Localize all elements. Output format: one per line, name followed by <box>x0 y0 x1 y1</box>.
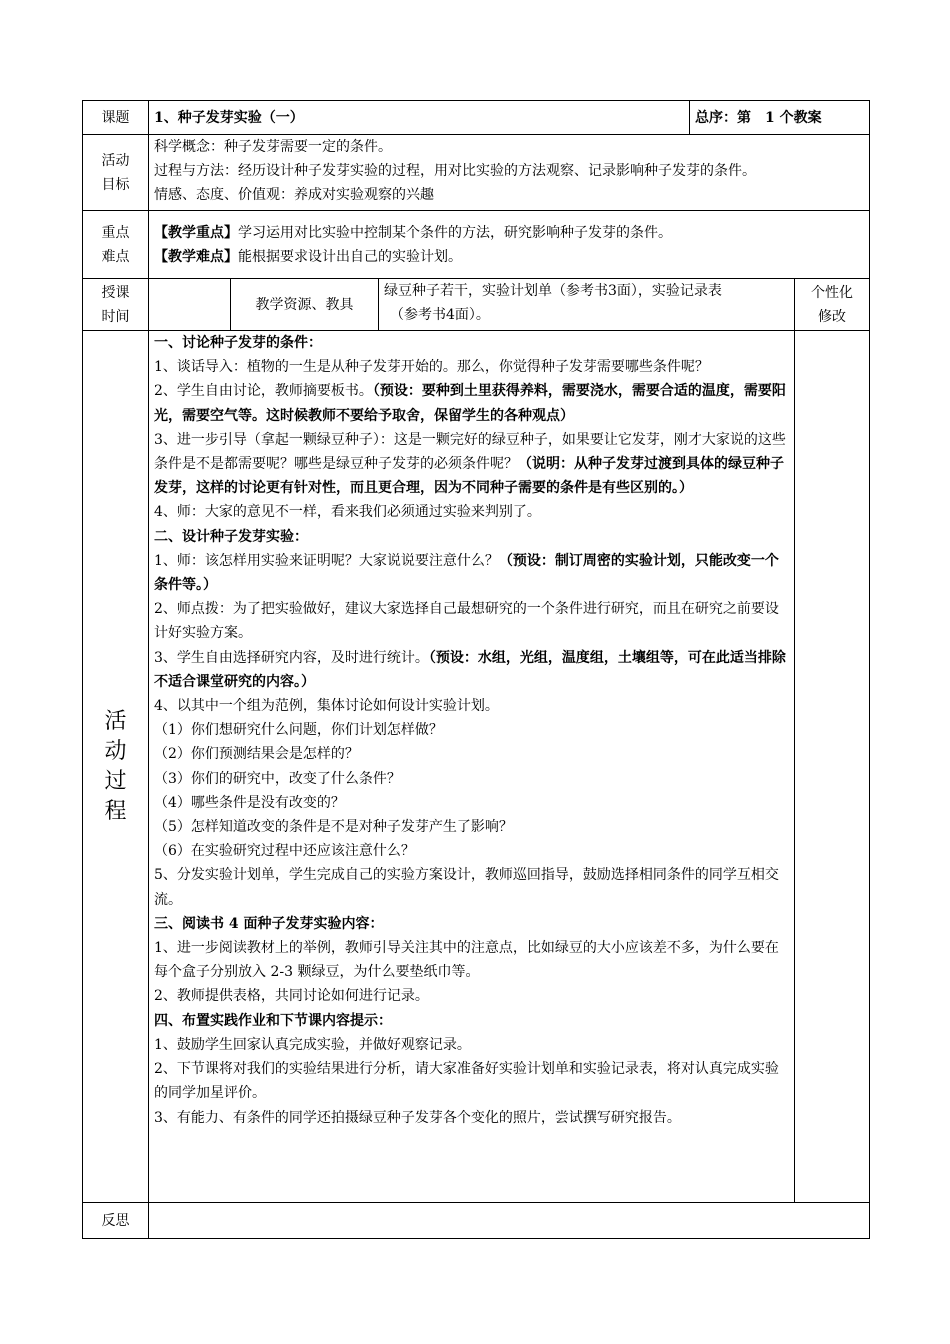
process-content <box>149 331 795 1203</box>
section-1-title: 一、讨论种子发芽的条件： <box>154 335 322 351</box>
process-row <box>83 331 870 1203</box>
time-label-line2: 时间 <box>101 308 130 325</box>
section-1-item-1: 1、谈话导入：植物的一生是从种子发芽开始的。那么，你觉得种子发芽需要哪些条件呢？ <box>154 359 709 376</box>
teaching-key-point <box>154 221 864 245</box>
resources-line2: （参考书4面）。 <box>390 307 490 323</box>
section-2-question-3: （3）你们的研究中，改变了什么条件？ <box>154 770 401 787</box>
goals-row <box>83 135 870 211</box>
time-value <box>149 279 231 331</box>
focus-row <box>83 211 870 279</box>
personal-label <box>795 279 870 331</box>
section-2-question-2: （2）你们预测结果会是怎样的？ <box>154 746 359 763</box>
section-2-title: 二、设计种子发芽实验： <box>154 528 308 545</box>
section-1-item-2-note: （预设：要种到土里获得养料，需要浇水，需要合适的温度，需要阳光，需要空气等。这时候教师不要给予取舍，保留学生的各种观点） <box>154 383 786 424</box>
key-point-text: 学习运用对比实验中控制某个条件的方法，研究影响种子发芽的条件。 <box>238 224 672 241</box>
section-1-item-4: 4、师：大家的意见不一样，看来我们必须通过实验来判别了。 <box>154 504 541 521</box>
process-label-char-2: 动 <box>104 738 127 764</box>
process-label-char-4: 程 <box>104 798 127 824</box>
resources-value <box>379 279 795 331</box>
personalized-notes-cell <box>795 331 870 1203</box>
section-1-item-3 <box>154 428 789 501</box>
section-1-item-3-text: 3、进一步引导（拿起一颗绿豆种子）：这是一颗完好的绿豆种子，如果要让它发芽，刚才大家说的这些条件是不是都需要呢？哪些是绿豆种子发芽的必须条件呢？ <box>154 431 786 473</box>
section-2-question-5: （5）怎样知道改变的条件是不是对种子发芽产生了影响？ <box>154 819 513 836</box>
topic-row <box>83 101 870 135</box>
reflection-row <box>83 1203 870 1239</box>
section-2-item-3 <box>154 646 789 694</box>
goals-label-line1: 活动 <box>101 152 130 169</box>
topic-label: 课题 <box>83 101 149 135</box>
focus-content <box>149 211 870 279</box>
section-2-item-1-note: （预设：制订周密的实验计划，只能改变一个条件等。） <box>154 552 779 594</box>
personal-label-line1: 个性化 <box>811 284 854 301</box>
section-2-question-1: （1）你们想研究什么问题，你们计划怎样做？ <box>154 722 443 739</box>
focus-label-line1: 重点 <box>101 224 130 241</box>
goals-label <box>83 135 149 211</box>
process-label-char-3: 过 <box>104 768 127 794</box>
section-1-item-2-text: 2、学生自由讨论，教师摘要板书。 <box>154 383 373 400</box>
difficulty-text: 能根据要求设计出自己的实验计划。 <box>238 248 462 265</box>
section-3-item-1: 1、进一步阅读教材上的举例，教师引导关注其中的注意点，比如绿豆的大小应该差不多，为什么要在每个盒子分别放入 2-3 颗绿豆，为什么要垫纸巾等。 <box>154 940 779 981</box>
section-2-question-4: （4）哪些条件是没有改变的？ <box>154 794 345 811</box>
focus-label-line2: 难点 <box>101 248 130 265</box>
section-3-item-2: 2、教师提供表格，共同讨论如何进行记录。 <box>154 988 429 1005</box>
key-point-tag: 【教学重点】 <box>154 224 238 241</box>
goal-concept: 科学概念：种子发芽需要一定的条件。 <box>154 139 392 155</box>
topic-value: 1、种子发芽实验（一） <box>149 101 690 135</box>
goal-attitude: 情感、态度、价值观：养成对实验观察的兴趣 <box>154 187 434 203</box>
section-2-item-3-note: （预设：水组，光组，温度组，土壤组等，可在此适当排除不适合课堂研究的内容。） <box>154 649 786 690</box>
section-2-item-5: 5、分发实验计划单，学生完成自己的实验方案设计，教师巡回指导，鼓励选择相同条件的同学互相交流。 <box>154 867 779 908</box>
section-4-item-3: 3、有能力、有条件的同学还拍摄绿豆种子发芽各个变化的照片，尝试撰写研究报告。 <box>154 1109 681 1126</box>
section-4-title: 四、布置实践作业和下节课内容提示： <box>154 1012 392 1029</box>
section-2-question-6: （6）在实验研究过程中还应该注意什么？ <box>154 843 415 860</box>
goals-content <box>149 135 870 211</box>
reflection-label: 反思 <box>83 1203 149 1239</box>
process-label <box>83 331 149 1203</box>
section-2-item-1 <box>154 549 789 597</box>
section-2-item-4: 4、以其中一个组为范例，集体讨论如何设计实验计划。 <box>154 698 499 715</box>
goal-method: 过程与方法：经历设计种子发芽实验的过程，用对比实验的方法观察、记录影响种子发芽的条件。 <box>154 163 756 179</box>
difficulty-tag: 【教学难点】 <box>154 248 238 265</box>
resources-label: 教学资源、教具 <box>231 279 379 331</box>
section-2-item-1-text: 1、师：该怎样用实验来证明呢？大家说说要注意什么？ <box>154 552 499 569</box>
personal-label-line2: 修改 <box>818 308 847 325</box>
teaching-difficulty <box>154 245 864 269</box>
section-3-title: 三、阅读书 4 面种子发芽实验内容： <box>154 915 384 932</box>
section-1-item-3-note: （说明：从种子发芽过渡到具体的绿豆种子发芽，这样的讨论更有针对性，而且更合理，因为不同种子需要的条件是有些区别的。） <box>154 456 784 497</box>
section-1-item-2 <box>154 379 789 427</box>
resources-line1: 绿豆种子若干，实验计划单（参考书3面），实验记录表 <box>384 283 722 299</box>
resources-row <box>83 279 870 331</box>
focus-label <box>83 211 149 279</box>
time-label-line1: 授课 <box>101 284 130 301</box>
goals-label-line2: 目标 <box>101 176 130 193</box>
lesson-plan-table <box>82 100 870 1239</box>
reflection-value <box>149 1203 870 1239</box>
process-label-char-1: 活 <box>104 708 127 734</box>
section-2-item-3-text: 3、学生自由选择研究内容，及时进行统计。 <box>154 649 429 666</box>
section-2-item-2: 2、师点拨：为了把实验做好，建议大家选择自己最想研究的一个条件进行研究，而且在研究之前要设计好实验方案。 <box>154 601 779 642</box>
section-4-item-1: 1、鼓励学生回家认真完成实验，并做好观察记录。 <box>154 1036 471 1053</box>
section-4-item-2: 2、下节课将对我们的实验结果进行分析，请大家准备好实验计划单和实验记录表，将对认真完成实验的同学加星评价。 <box>154 1061 779 1102</box>
lesson-order: 总序：第 1 个教案 <box>690 101 870 135</box>
time-label <box>83 279 149 331</box>
